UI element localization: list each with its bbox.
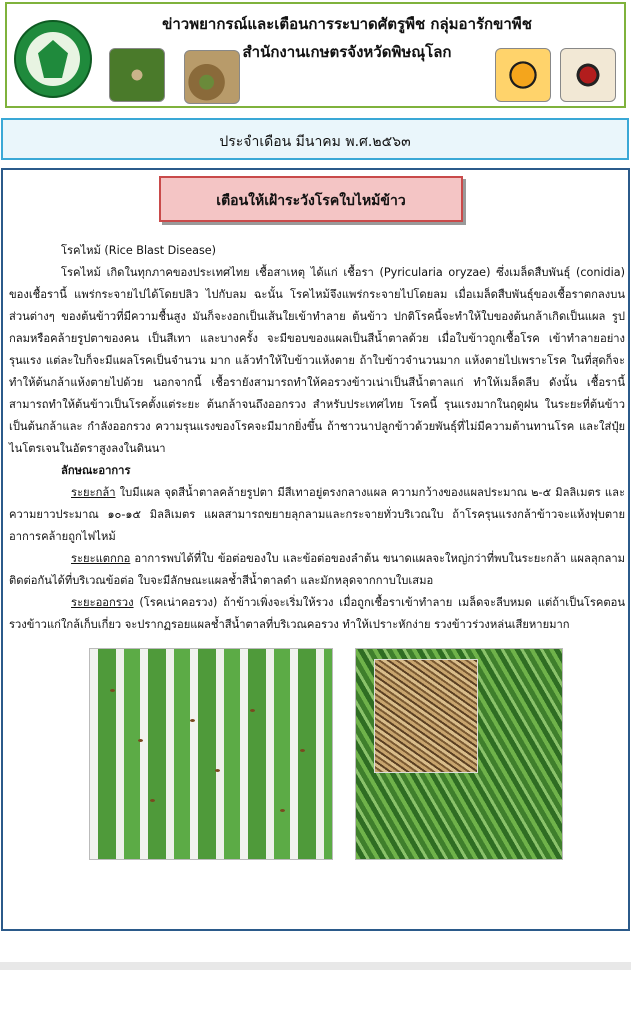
disease-name: โรคไหม้ (Rice Blast Disease) xyxy=(61,244,217,257)
stage-label: ระยะออกรวง xyxy=(71,596,134,609)
burnt-seedlings-inset-photo xyxy=(374,659,478,773)
rice-field-blast-photo xyxy=(355,648,563,860)
stage-paragraph-heading xyxy=(9,592,625,636)
symptoms-heading: ลักษณะอาการ xyxy=(61,464,131,477)
stage-label: ระยะแตกกอ xyxy=(71,552,131,565)
assassin-bug-photo xyxy=(560,48,616,102)
stage-paragraph-tillering xyxy=(9,548,625,592)
footer-divider xyxy=(0,962,631,970)
issue-date: ประจำเดือน มีนาคม พ.ศ.๒๕๖๓ xyxy=(219,134,411,150)
stage-label: ระยะกล้า xyxy=(71,486,116,499)
spider-photo xyxy=(109,48,165,102)
stage-text: (โรคเน่าคอรวง) ถ้าข้าวเพิ่งจะเริ่มให้รวง เมื่อถูกเชื้อราเข้าทำลาย เมล็ดจะลีบหมด แต่ถ้าเป็นโรคตอนรวงข้าวแก่ใกล้เก็บเกี่ยว จะปรากฏรอยแผลช้ำสีน้ำตาลที่บริเวณคอรวง ทำให้เปราะหักง่าย รวงข้าวร่วงหล่นเสียหายมาก xyxy=(9,596,625,631)
stage-paragraph-seedling xyxy=(9,482,625,548)
article-body xyxy=(9,240,625,636)
header-title-line2: สำนักงานเกษตรจังหวัดพิษณุโลก xyxy=(242,43,452,61)
ladybug-photo xyxy=(495,48,551,102)
leaf-blast-lesions-photo xyxy=(89,648,333,860)
header-title-line1: ข่าวพยากรณ์และเตือนการระบาดศัตรูพืช กลุ่มอารักขาพืช xyxy=(162,15,532,33)
department-seal-logo xyxy=(14,20,92,98)
header-banner xyxy=(5,2,626,108)
article-title-box xyxy=(159,176,463,222)
stage-text: อาการพบได้ที่ใบ ข้อต่อของใบ และข้อต่อของลำต้น ขนาดแผลจะใหญ่กว่าที่พบในระยะกล้า แผลลุกลามติดต่อกันได้ที่บริเวณข้อต่อ ใบจะมีลักษณะแผลช้ำสีน้ำตาลดำ และมักหลุดจากกาบใบเสมอ xyxy=(9,552,625,587)
intro-paragraph: โรคไหม้ เกิดในทุกภาคของประเทศไทย เชื้อสาเหตุ ได้แก่ เชื้อรา (Pyricularia oryzae) ซึ่งเมล็ดสืบพันธุ์ (conidia) ของเชื้อรานี้ แพร่กระจายไปได้โดยปลิว ไปกับลม ฉะนั้น โรคไหม้จึงแพร่กระจายไปโดยลม เมื่อเมล็ดสืบพันธุ์ของเชื้อราตกลงบนส่วนต่างๆ ของต้นข้าวที่มีความชื้นสูง มันก็จะงอกเป็นเส้นใยเข้าทำลาย ต้นข้าว ปกติโรคนี้จะทำให้ใบของต้นกล้าเกิดเป็นแผล รูปกลมหรือคล้ายรูปตาของคน เป็นสีเทา และบางครั้ง จะมีขอบของแผลเป็นสีน้ำตาลด้วย เมื่อใบข้าวถูกเชื้อโรค เข้าทำลายอย่างรุนแรง แต่ละใบก็จะมีแผลโรคเป็นจำนวน มาก แล้วทำให้ใบข้าวแห้งตาย ถ้าใบข้าวจำนวนมาก แห้งตายไปเพราะโรค ในที่สุดก็จะทำให้ต้นกล้าแห้งตายไปด้วย นอกจากนี้ เชื้อรายังสามารถทำให้คอรวงข้าวเน่าเป็นสีน้ำตาลแก่ ทำให้เมล็ดลีบ ดังนั้น เชื้อรานี้สามารถทำให้ต้นข้าวเป็นโรคตั้งแต่ระยะ ต้นกล้าจนถึงออกรวง สำหรับประเทศไทย โรคนี้ รุนแรงมากในฤดูฝน ในระยะที่ต้นข้าวเป็นต้นกล้าและ กำลังออกรวง ความรุนแรงของโรคจะมีมากยิ่งขึ้น ถ้าชาวนาปลูกข้าวด้วยพันธุ์ที่ไม่มีความต้านทานโรค และใส่ปุ๋ยไนโตรเจนในอัตราสูงลงในดินนา xyxy=(9,266,625,455)
issue-date-band xyxy=(1,118,629,160)
mantis-photo xyxy=(184,50,240,104)
article-title: เตือนให้เฝ้าระวังโรคใบไหม้ข้าว xyxy=(216,193,406,209)
article-panel xyxy=(1,168,630,931)
stage-text: ใบมีแผล จุดสีน้ำตาลคล้ายรูปตา มีสีเทาอยู่ตรงกลางแผล ความกว้างของแผลประมาณ ๒-๕ มิลลิเมตร และความยาวประมาณ ๑๐-๑๕ มิลลิเมตร แผลสามารถขยายลุกลามและกระจายทั่วบริเวณใบ ถ้าโรครุนแรงกล้าข้าวจะแห้งฟุบตาย อาการคล้ายถูกไฟไหม้ xyxy=(9,486,625,543)
